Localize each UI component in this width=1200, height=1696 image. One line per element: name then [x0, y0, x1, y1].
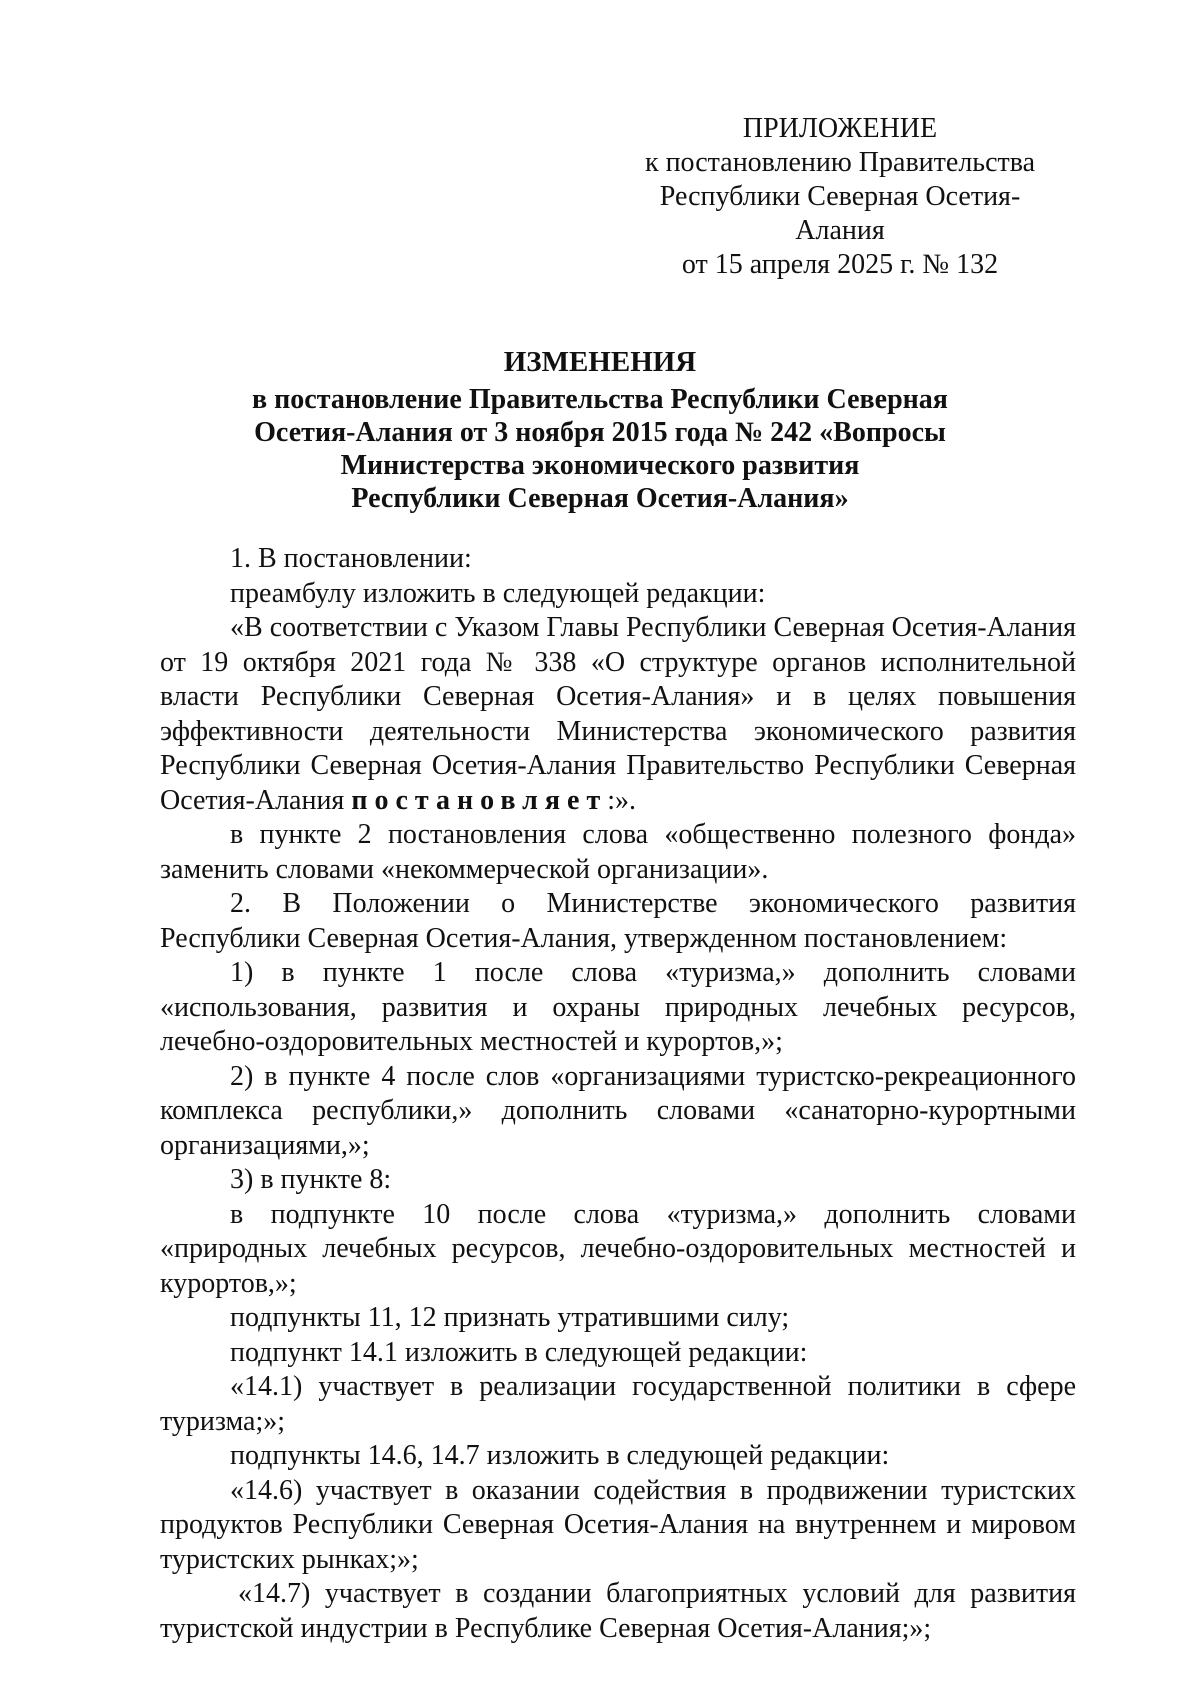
title-line: Осетия-Алания от 3 ноября 2015 года № 242 «Вопросы	[254, 417, 946, 448]
paragraph: подпункты 14.6, 14.7 изложить в следующей редакции:	[230, 1440, 890, 1471]
appendix-line: Республики Северная Осетия-Алания	[659, 181, 1021, 246]
paragraph: подпункт 14.1 изложить в следующей редакции:	[230, 1336, 808, 1368]
document-body	[160, 542, 1076, 1646]
preamble-ending: :».	[607, 784, 636, 816]
preamble-text: «В соответствии с Указом Главы Республики Северная Осетия-Алания от 19 октября 2021 года № 338 «О структуре органов исполнительной власти Республики Северная Осетия-Алания» и в целях повышения эффективности деятельности Министерства экономического развития Республики Северная Осетия-Алания Правительство Республики Северная Осетия-Алания	[160, 612, 1076, 816]
paragraph: преамбулу изложить в следующей редакции:	[230, 577, 766, 609]
paragraph: 1) в пункте 1 после слова «туризма,» дополнить словами «использования, развития и охраны природных лечебных ресурсов, лечебно-оздоровительных местностей и курортов,»;	[160, 957, 1076, 1057]
document-title	[160, 346, 1040, 515]
appendix-title: ПРИЛОЖЕНИЕ	[742, 113, 938, 144]
paragraph: подпункты 11, 12 признать утратившими силу;	[230, 1302, 790, 1333]
paragraph: 3) в пункте 8:	[230, 1164, 392, 1195]
paragraph: «14.6) участвует в оказании содействия в продвижении туристских продуктов Республики Северная Осетия-Алания на внутреннем и мировом туристских рынках;»;	[160, 1474, 1076, 1575]
paragraph: «14.1) участвует в реализации государственной политики в сфере туризма;»;	[160, 1371, 1076, 1437]
appendix-date-number: от 15 апреля 2025 г. № 132	[681, 249, 999, 280]
preamble-bold-word: постановляет	[351, 784, 608, 816]
paragraph: в подпункте 10 после слова «туризма,» дополнить словами «природных лечебных ресурсов, лечебно-оздоровительных местностей и курортов,»;	[160, 1198, 1076, 1299]
paragraph-preamble	[160, 611, 1076, 818]
appendix-line: к постановлению Правительства	[644, 147, 1036, 178]
paragraph: 2) в пункте 4 после слов «организациями туристско-рекреационного комплекса республики,» дополнить словами «санаторно-курортными организациями,»;	[160, 1060, 1076, 1161]
paragraph: в пункте 2 постановления слова «общественно полезного фонда» заменить словами «некоммерческой организации».	[160, 819, 1076, 885]
paragraph: «14.7) участвует в создании благоприятных условий для развития туристской индустрии в Республике Северная Осетия-Алания;»;	[160, 1578, 1076, 1644]
title-line: Министерства экономического развития	[340, 450, 860, 481]
paragraph: 1. В постановлении:	[230, 543, 472, 574]
title-line: Республики Северная Осетия-Алания»	[351, 483, 849, 514]
appendix-block	[620, 112, 1060, 282]
paragraph: 2. В Положении о Министерстве экономического развития Республики Северная Осетия-Алания, утвержденном постановлением:	[160, 888, 1076, 954]
title-line: в постановление Правительства Республики Северная	[252, 384, 948, 415]
title-heading: ИЗМЕНЕНИЯ	[503, 346, 697, 378]
